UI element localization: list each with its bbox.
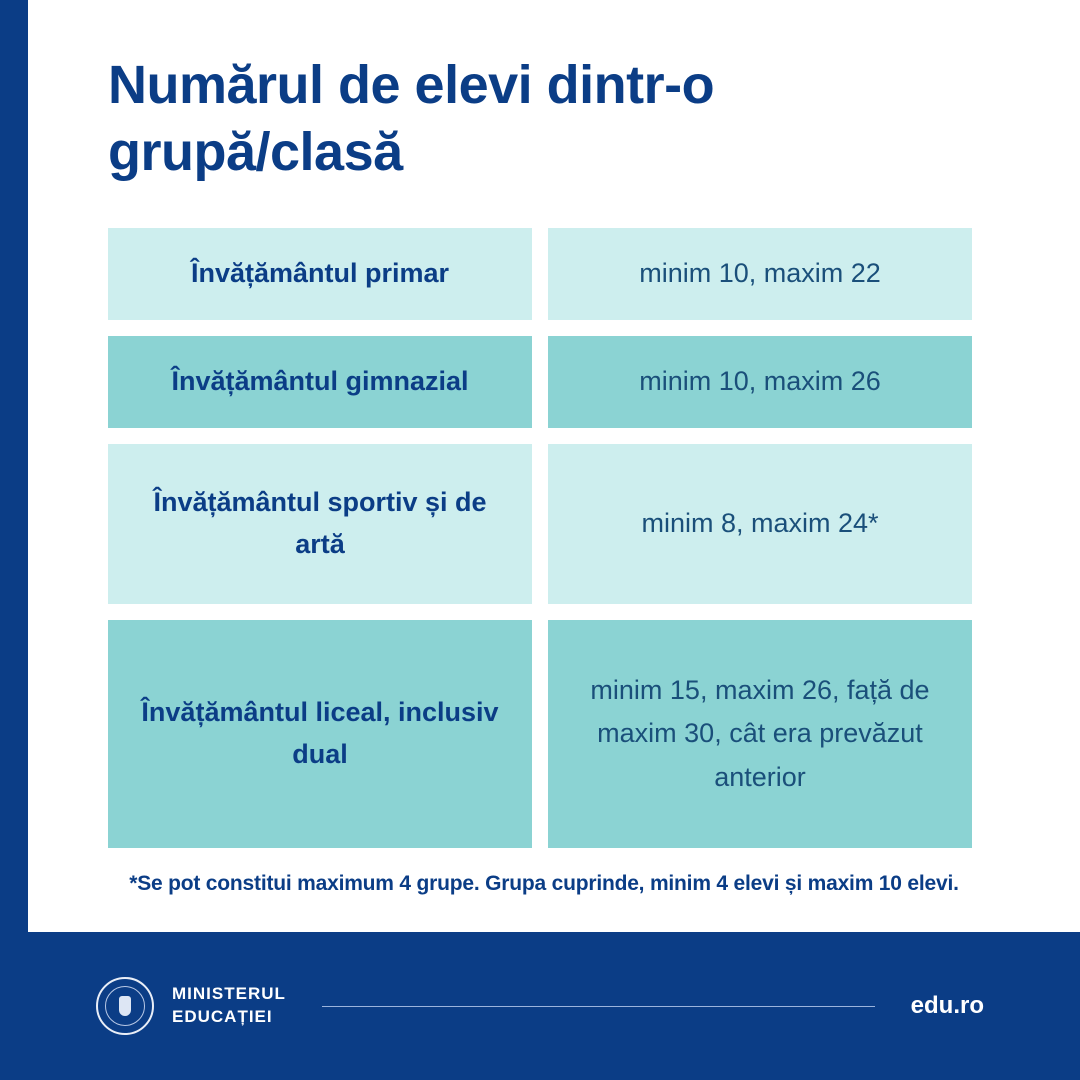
table-row: [108, 228, 972, 320]
table-row: [108, 620, 972, 848]
table-row: [108, 444, 972, 604]
footer-band: [0, 932, 1080, 1080]
ministry-line-2: EDUCAȚIEI: [172, 1007, 273, 1026]
table-row: [108, 336, 972, 428]
row-label: Învățământul sportiv și de artă: [108, 444, 532, 604]
footer-divider: [322, 1006, 875, 1007]
left-accent-bar: [0, 0, 28, 1080]
row-value: minim 10, maxim 22: [548, 228, 972, 320]
row-value: minim 15, maxim 26, față de maxim 30, cât era prevăzut anterior: [548, 620, 972, 848]
students-per-class-table: [108, 228, 972, 864]
row-value: minim 8, maxim 24*: [548, 444, 972, 604]
row-label: Învățământul primar: [108, 228, 532, 320]
footnote: *Se pot constitui maximum 4 grupe. Grupa cuprinde, minim 4 elevi și maxim 10 elevi.: [129, 872, 959, 895]
coat-of-arms-icon: [96, 977, 154, 1035]
ministry-name: [172, 983, 286, 1029]
ministry-line-1: MINISTERUL: [172, 984, 286, 1004]
row-label: Învățământul gimnazial: [108, 336, 532, 428]
row-label: Învățământul liceal, inclusiv dual: [108, 620, 532, 848]
row-value: minim 10, maxim 26: [548, 336, 972, 428]
website-label[interactable]: edu.ro: [910, 992, 984, 1019]
page-title: Numărul de elevi dintr-o grupă/clasă: [108, 55, 715, 182]
